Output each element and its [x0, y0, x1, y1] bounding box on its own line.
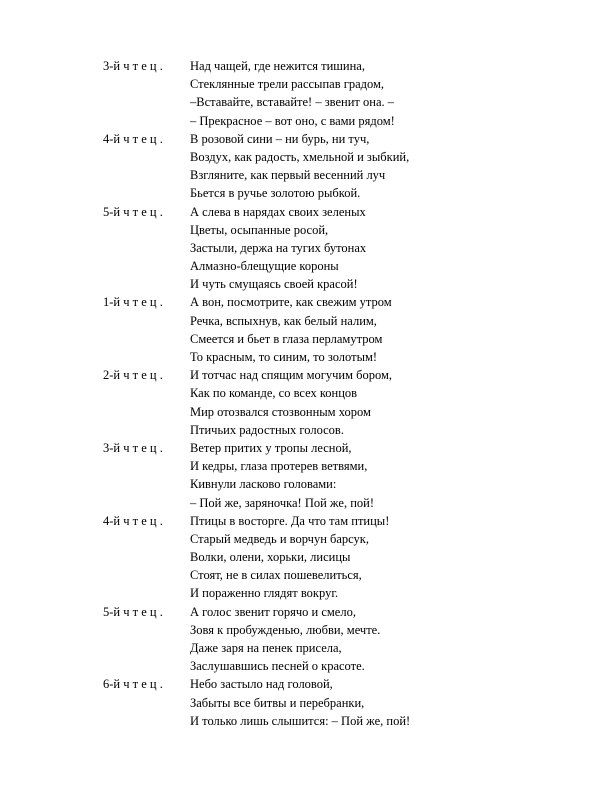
verse-line: Воздух, как радость, хмельной и зыбкий, [190, 149, 410, 164]
verse-line: – Прекрасное – вот оно, с вами рядом! [190, 113, 395, 128]
stanza [103, 130, 583, 203]
stanza [103, 603, 583, 676]
stanza [103, 366, 583, 439]
verse-line: Речка, вспыхнув, как белый налим, [190, 313, 377, 328]
verse-line: Мир отозвался стозвонным хором [190, 404, 371, 419]
verse-line: А слева в нарядах своих зеленых [190, 204, 366, 219]
verse-line: Заслушавшись песней о красоте. [190, 659, 365, 674]
verse-line: Даже заря на пенек присела, [190, 641, 342, 655]
verse-line: Взгляните, как первый весенний луч [190, 168, 386, 183]
verse-line: –Вставайте, вставайте! – звенит она. – [190, 95, 394, 110]
speaker-label: 2-й ч т е ц . [103, 368, 163, 383]
verse-line: Небо застыло над головой, [190, 677, 333, 692]
verse-line: И чуть смущаясь своей красой! [190, 277, 358, 292]
verse-line: Зовя к пробужденью, любви, мечте. [190, 622, 381, 637]
verse-block [190, 293, 583, 366]
verse-block [190, 130, 583, 203]
verse-line: Над чащей, где нежится тишина, [190, 59, 365, 73]
speaker-label: 1-й ч т е ц . [103, 295, 163, 310]
verse-line: Кивнули ласково головами: [190, 477, 337, 492]
verse-block [190, 366, 583, 439]
verse-line: Цветы, осыпанные росой, [190, 222, 329, 237]
verse-block [190, 512, 583, 603]
verse-line: А вон, посмотрите, как свежим утром [190, 295, 392, 310]
verse-line: Застыли, держа на тугих бутонах [190, 240, 367, 255]
speaker-label: 3-й ч т е ц . [103, 59, 163, 73]
verse-line: А голос звенит горячо и смело, [190, 604, 356, 619]
verse-line: Птицы в восторге. Да что там птицы! [190, 513, 390, 528]
verse-block [190, 439, 583, 512]
verse-line: Волки, олени, хорьки, лисицы [190, 550, 351, 565]
speaker-label: 4-й ч т е ц . [103, 131, 163, 146]
stanza [103, 203, 583, 294]
verse-line: И только лишь слышится: – Пой же, пой! [190, 713, 411, 728]
verse-line: Забыты все битвы и перебранки, [190, 695, 365, 710]
verse-line: Птичьих радостных голосов. [190, 422, 344, 437]
verse-line: И пораженно глядят вокруг. [190, 586, 339, 601]
stanza [103, 439, 583, 512]
stanza [103, 293, 583, 366]
speaker-label: 3-й ч т е ц . [103, 440, 163, 455]
verse-line: Бьется в ручье золотою рыбкой. [190, 186, 361, 201]
stanza [103, 57, 583, 130]
verse-block [190, 57, 583, 130]
verse-block [190, 203, 583, 294]
verse-line: Ветер притих у тропы лесной, [190, 440, 352, 455]
speaker-label: 5-й ч т е ц . [103, 204, 163, 219]
verse-line: В розовой сини – ни бурь, ни туч, [190, 131, 370, 146]
verse-line: То красным, то синим, то золотым! [190, 350, 378, 364]
poem-body [103, 57, 583, 730]
verse-line: Стеклянные трели рассыпав градом, [190, 77, 385, 92]
verse-line: Смеется и бьет в глаза перламутром [190, 331, 383, 346]
speaker-label: 4-й ч т е ц . [103, 513, 163, 528]
verse-line: Как по команде, со всех концов [190, 386, 358, 401]
speaker-label: 6-й ч т е ц . [103, 677, 163, 692]
verse-line: Старый медведь и ворчун барсук, [190, 531, 370, 546]
speaker-label: 5-й ч т е ц . [103, 604, 163, 619]
stanza [103, 675, 583, 730]
verse-block [190, 603, 583, 676]
verse-block [190, 675, 583, 730]
stanza [103, 512, 583, 603]
verse-line: Алмазно-блещущие короны [190, 259, 339, 274]
verse-line: И тотчас над спящим могучим бором, [190, 368, 393, 383]
verse-line: Стоят, не в силах пошевелиться, [190, 568, 362, 583]
verse-line: И кедры, глаза протерев ветвями, [190, 459, 368, 474]
verse-line: – Пой же, заряночка! Пой же, пой! [190, 495, 374, 510]
